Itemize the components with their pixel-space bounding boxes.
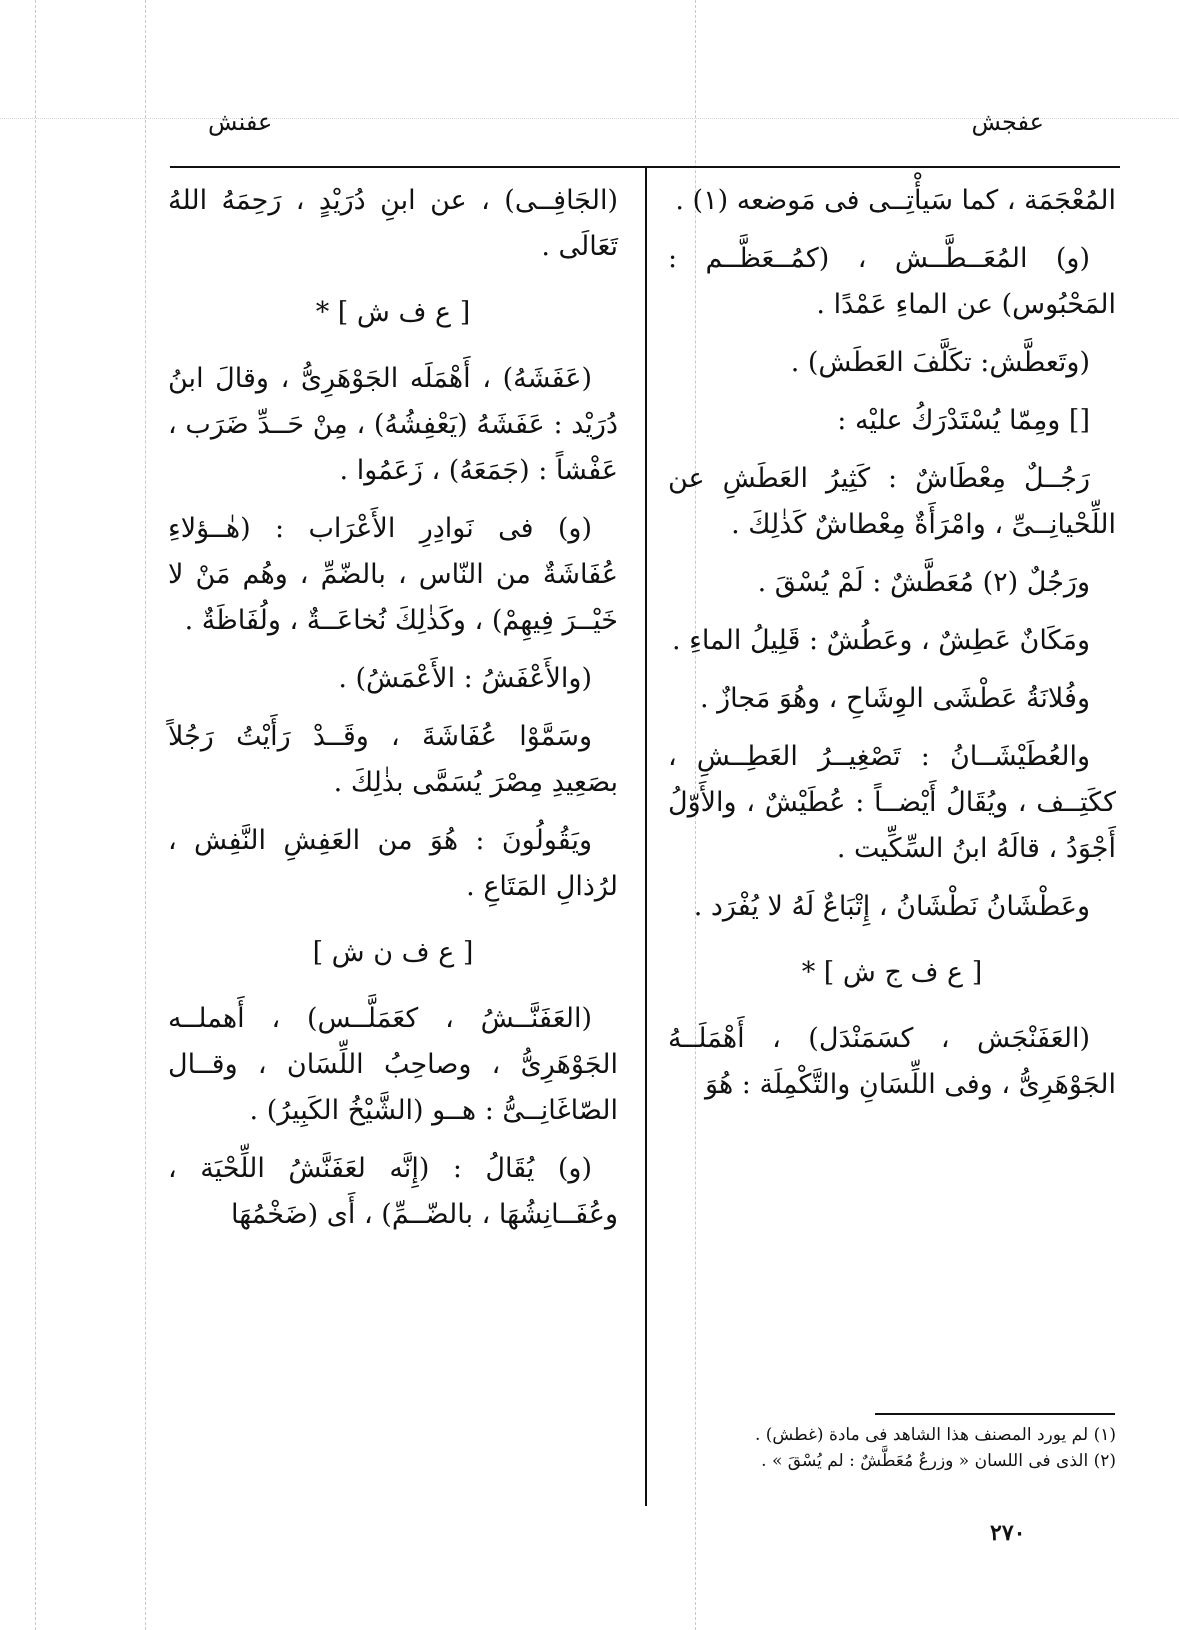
paragraph: ويَقُولُونَ : هُوَ من العَفِشِ النَّفِش ، لرُذالِ المَتَاعِ . bbox=[168, 825, 618, 902]
paragraph: (العَفَنَّــشُ ، كعَمَلَّــس) ، أَهملــه الجَوْهَرِىُّ ، وصاحِبُ اللِّسَان ، وقــال الصّاغَانِــىُّ : هــو (الشَّيْخُ الكَبِيرُ) . bbox=[168, 1003, 618, 1126]
paragraph: رَجُــلٌ مِعْطَاشٌ : كَثِيرُ العَطَشِ عن اللِّحْيانِــىِّ ، وامْرَأَةٌ مِعْطاشٌ كَذٰلِكَ . bbox=[668, 463, 1116, 540]
entry-heading: [ ع ف ن ش ] bbox=[312, 937, 474, 968]
scan-artifact-line bbox=[35, 0, 36, 1630]
footnote: (١) لم يورد المصنف هذا الشاهد فى مادة (غطش) . bbox=[754, 1425, 1116, 1445]
entry-heading: [ ع ف ش ] * bbox=[315, 297, 471, 328]
paragraph: المُعْجَمَة ، كما سَيأْتِــى فى مَوضعه (١) . bbox=[675, 185, 1116, 216]
paragraph: والعُطَيْشَــانُ : تَصْغِيــرُ العَطِــشِ ، ككَتِــف ، ويُقَالُ أَيْضــاً : عُطَيْشٌ ، والأَوّلُ أَجْوَدُ ، قالَهُ ابنُ السِّكِّيت . bbox=[668, 741, 1116, 864]
left-column bbox=[168, 178, 618, 1250]
footnotes bbox=[680, 1422, 1116, 1474]
right-column bbox=[668, 178, 1116, 1120]
paragraph: ومَكَانٌ عَطِشٌ ، وعَطُشٌ : قَلِيلُ الماءِ . bbox=[671, 625, 1090, 656]
footnote: (٢) الذى فى اللسان « وزرعٌ مُعَطَّشٌ : لم يُسْقَ » . bbox=[761, 1451, 1116, 1471]
running-head-left: عفنش bbox=[208, 108, 273, 136]
paragraph: وعَطْشَانُ نَطْشَانُ ، إِتْبَاعٌ لَهُ لا يُفْرَد . bbox=[693, 891, 1090, 922]
paragraph: وفُلانَةُ عَطْشَى الوِشَاحِ ، وهُوَ مَجازٌ . bbox=[699, 683, 1090, 714]
running-head-right: عفجش bbox=[971, 108, 1044, 136]
paragraph: ورَجُلٌ (٢) مُعَطَّشٌ : لَمْ يُسْقَ . bbox=[757, 567, 1090, 598]
paragraph: (الجَافِــى) ، عن ابنِ دُرَيْدٍ ، رَحِمَهُ اللهُ تَعَالَى . bbox=[168, 185, 618, 262]
column-divider bbox=[645, 166, 647, 1506]
paragraph: (العَفَنْجَش ، كسَمَنْدَل) ، أَهْمَلَــهُ الجَوْهَرِىُّ ، وفى اللِّسَانِ والتَّكْمِلَة : هُوَ bbox=[668, 1023, 1116, 1100]
paragraph: (وتَعطَّش: تكَلَّفَ العَطَش) . bbox=[790, 347, 1090, 378]
footnote-rule bbox=[875, 1413, 1115, 1415]
paragraph: (و) المُعَــطَّــش ، (كمُــعَظَّــم : المَحْبُوس) عن الماءِ عَمْدًا . bbox=[668, 243, 1116, 320]
paragraph: (عَفَشَهُ) ، أَهْمَلَه الجَوْهَرِىُّ ، وقالَ ابنُ دُرَيْد : عَفَشَهُ (يَعْفِشُهُ) ، مِنْ حَــدِّ ضَرَب ، عَفْشاً : (جَمَعَهُ) ، زَعَمُوا . bbox=[168, 363, 618, 486]
paragraph: وسَمَّوْا عُفَاشَةَ ، وقَــدْ رَأَيْتُ رَجُلاً بصَعِيدِ مِصْرَ يُسَمَّى بذٰلِكَ . bbox=[168, 721, 618, 798]
scan-artifact-line bbox=[145, 0, 146, 1630]
paragraph: (والأَعْفَشُ : الأَعْمَشُ) . bbox=[338, 663, 592, 694]
paragraph: (و) فى نَوادِرِ الأَعْرَاب : (هٰــؤلاءِ عُفَاشَةٌ من النّاس ، بالضّمِّ ، وهُم مَنْ لا خَيْــرَ فِيهِمْ) ، وكَذٰلِكَ نُخاعَــةٌ ، ولُفَاظَةٌ . bbox=[168, 513, 618, 636]
page-number: ٢٧٠ bbox=[990, 1520, 1026, 1546]
entry-heading: [ ع ف ج ش ] * bbox=[801, 957, 983, 988]
paragraph: [] ومِمّا يُسْتَدْرَكُ عليْه : bbox=[837, 405, 1090, 436]
paragraph: (و) يُقَالُ : (إِنَّه لعَفَنَّشُ اللِّحْيَة ، وعُفَــانِشُهَا ، بالضّــمِّ) ، أَى (ضَخْمُهَا bbox=[168, 1153, 618, 1230]
